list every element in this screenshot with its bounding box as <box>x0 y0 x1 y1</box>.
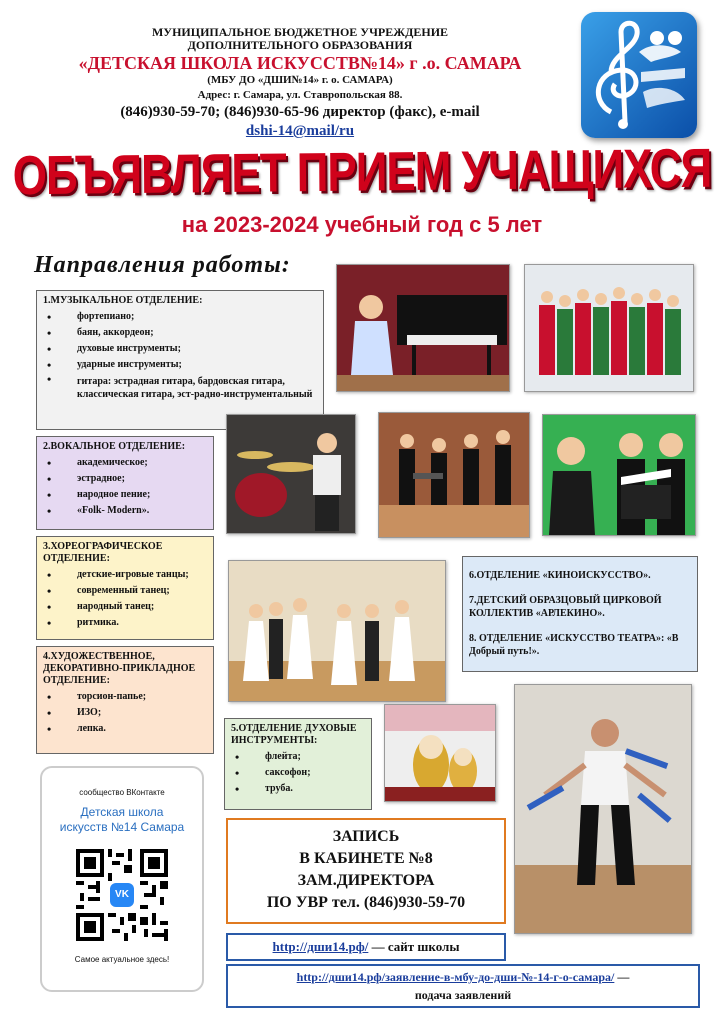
vk-community-name: Детская школа искусств №14 Самара <box>59 805 185 834</box>
list-item: • ударные инструменты; <box>43 357 317 373</box>
school-name: «ДЕТСКАЯ ШКОЛА ИСКУССТВ№14» г .о. САМАРА <box>78 53 522 73</box>
site-link-label: — сайт школы <box>368 939 460 954</box>
subtitle: на 2023-2024 учебный год с 5 лет <box>181 212 543 237</box>
department-1-title: 1.МУЗЫКАЛЬНОЕ ОТДЕЛЕНИЕ: <box>43 295 203 306</box>
enrollment-line-4: ПО УВР тел. (846)930-59-70 <box>266 894 466 911</box>
list-item: • гитара: эстрадная гитара, бардовская гитара, классическая гитара, эст-радно-инструментальный <box>43 373 317 401</box>
enrollment-line-2: В КАБИНЕТЕ №8 <box>299 850 433 867</box>
photo-dance <box>228 560 446 702</box>
department-1-box <box>36 290 324 430</box>
photo-folk-choir <box>524 264 694 392</box>
list-item: • детские-игровые танцы; <box>43 567 207 583</box>
list-item: • саксофон; <box>231 765 365 781</box>
enrollment-line-1: ЗАПИСЬ <box>332 828 400 845</box>
department-5-title: 5.ОТДЕЛЕНИЕ ДУХОВЫЕ ИНСТРУМЕНТЫ: <box>231 723 357 746</box>
photo-nesting-dolls <box>384 704 496 802</box>
department-8: 8. ОТДЕЛЕНИЕ «ИСКУССТВО ТЕАТРА»: «В Добрый путь!». <box>469 633 679 657</box>
vk-qr-card[interactable] <box>40 766 204 992</box>
departments-6-8-box <box>462 556 698 672</box>
list-item: • академическое; <box>43 455 207 471</box>
header-line-2: ДОПОЛНИТЕЛЬНОГО ОБРАЗОВАНИЯ <box>187 38 413 52</box>
list-item: • народное пение; <box>43 487 207 503</box>
apply-link-dash: — <box>614 970 630 984</box>
enrollment-line-3: ЗАМ.ДИРЕКТОРА <box>297 872 435 889</box>
list-item: • современный танец; <box>43 583 207 599</box>
apply-link[interactable]: http://дши14.рф/заявление-в-мбу-до-дши-№-14-г-о-самара/ <box>296 970 615 984</box>
list-item: • лепка. <box>43 721 207 737</box>
site-link[interactable]: http://дши14.рф/ <box>272 939 369 954</box>
header-line-1: МУНИЦИПАЛЬНОЕ БЮДЖЕТНОЕ УЧРЕЖДЕНИЕ <box>151 25 449 39</box>
department-4-box <box>36 646 214 754</box>
list-item: • народный танец; <box>43 599 207 615</box>
department-4-title: 4.ХУДОЖЕСТВЕННОЕ, ДЕКОРАТИВНО-ПРИКЛАДНОЕ ОТДЕЛЕНИЕ: <box>43 651 196 686</box>
list-item: • духовые инструменты; <box>43 341 317 357</box>
list-item: • ритмика. <box>43 615 207 631</box>
list-item: • ИЗО; <box>43 705 207 721</box>
department-2-title: 2.ВОКАЛЬНОЕ ОТДЕЛЕНИЕ: <box>43 441 186 452</box>
apply-link-box <box>226 964 700 1008</box>
photo-drums <box>226 414 356 534</box>
list-item: • «Folk- Modern». <box>43 503 207 519</box>
list-item: • труба. <box>231 781 365 797</box>
list-item: • эстрадное; <box>43 471 207 487</box>
school-logo <box>581 12 697 138</box>
list-item: • фортепиано; <box>43 309 317 325</box>
school-abbreviation: (МБУ ДО «ДШИ№14» г. о. САМАРА) <box>207 74 393 86</box>
list-item: • торсион-папье; <box>43 689 207 705</box>
school-address: Адрес: г. Самара, ул. Ставропольская 88. <box>197 89 403 101</box>
school-phones: (846)930-59-70; (846)930-65-96 директор (факс), e-mail <box>120 104 480 120</box>
list-item: • флейта; <box>231 749 365 765</box>
main-title: ОБЪЯВЛЯЕТ ПРИЕМ УЧАЩИХСЯ <box>12 137 712 207</box>
department-6: 6.ОТДЕЛЕНИЕ «КИНОИСКУССТВО». <box>469 570 651 581</box>
photo-cinema <box>542 414 696 536</box>
department-2-box <box>36 436 214 530</box>
vk-community-label: сообщество ВКонтакте <box>79 788 165 797</box>
vk-logo-icon: VK <box>110 883 134 907</box>
department-5-box <box>224 718 372 810</box>
enrollment-box <box>226 818 506 924</box>
site-link-box <box>226 933 506 961</box>
school-email[interactable]: dshi-14@mail/ru <box>245 123 355 139</box>
photo-band <box>378 412 530 538</box>
department-7: 7.ДЕТСКИЙ ОБРАЗЦОВЫЙ ЦИРКОВОЙ КОЛЛЕКТИВ «АРЛЕКИНО». <box>469 595 662 619</box>
apply-link-label: подача заявлений <box>414 988 512 1002</box>
department-3-title: 3.ХОРЕОГРАФИЧЕСКОЕ ОТДЕЛЕНИЕ: <box>43 541 163 564</box>
photo-juggler <box>514 684 692 934</box>
department-3-box <box>36 536 214 640</box>
vk-footer-text: Самое актуальное здесь! <box>74 955 170 964</box>
qr-code[interactable] <box>76 849 168 941</box>
directions-heading: Направления работы: <box>34 252 291 278</box>
photo-piano <box>336 264 510 392</box>
list-item: • баян, аккордеон; <box>43 325 317 341</box>
